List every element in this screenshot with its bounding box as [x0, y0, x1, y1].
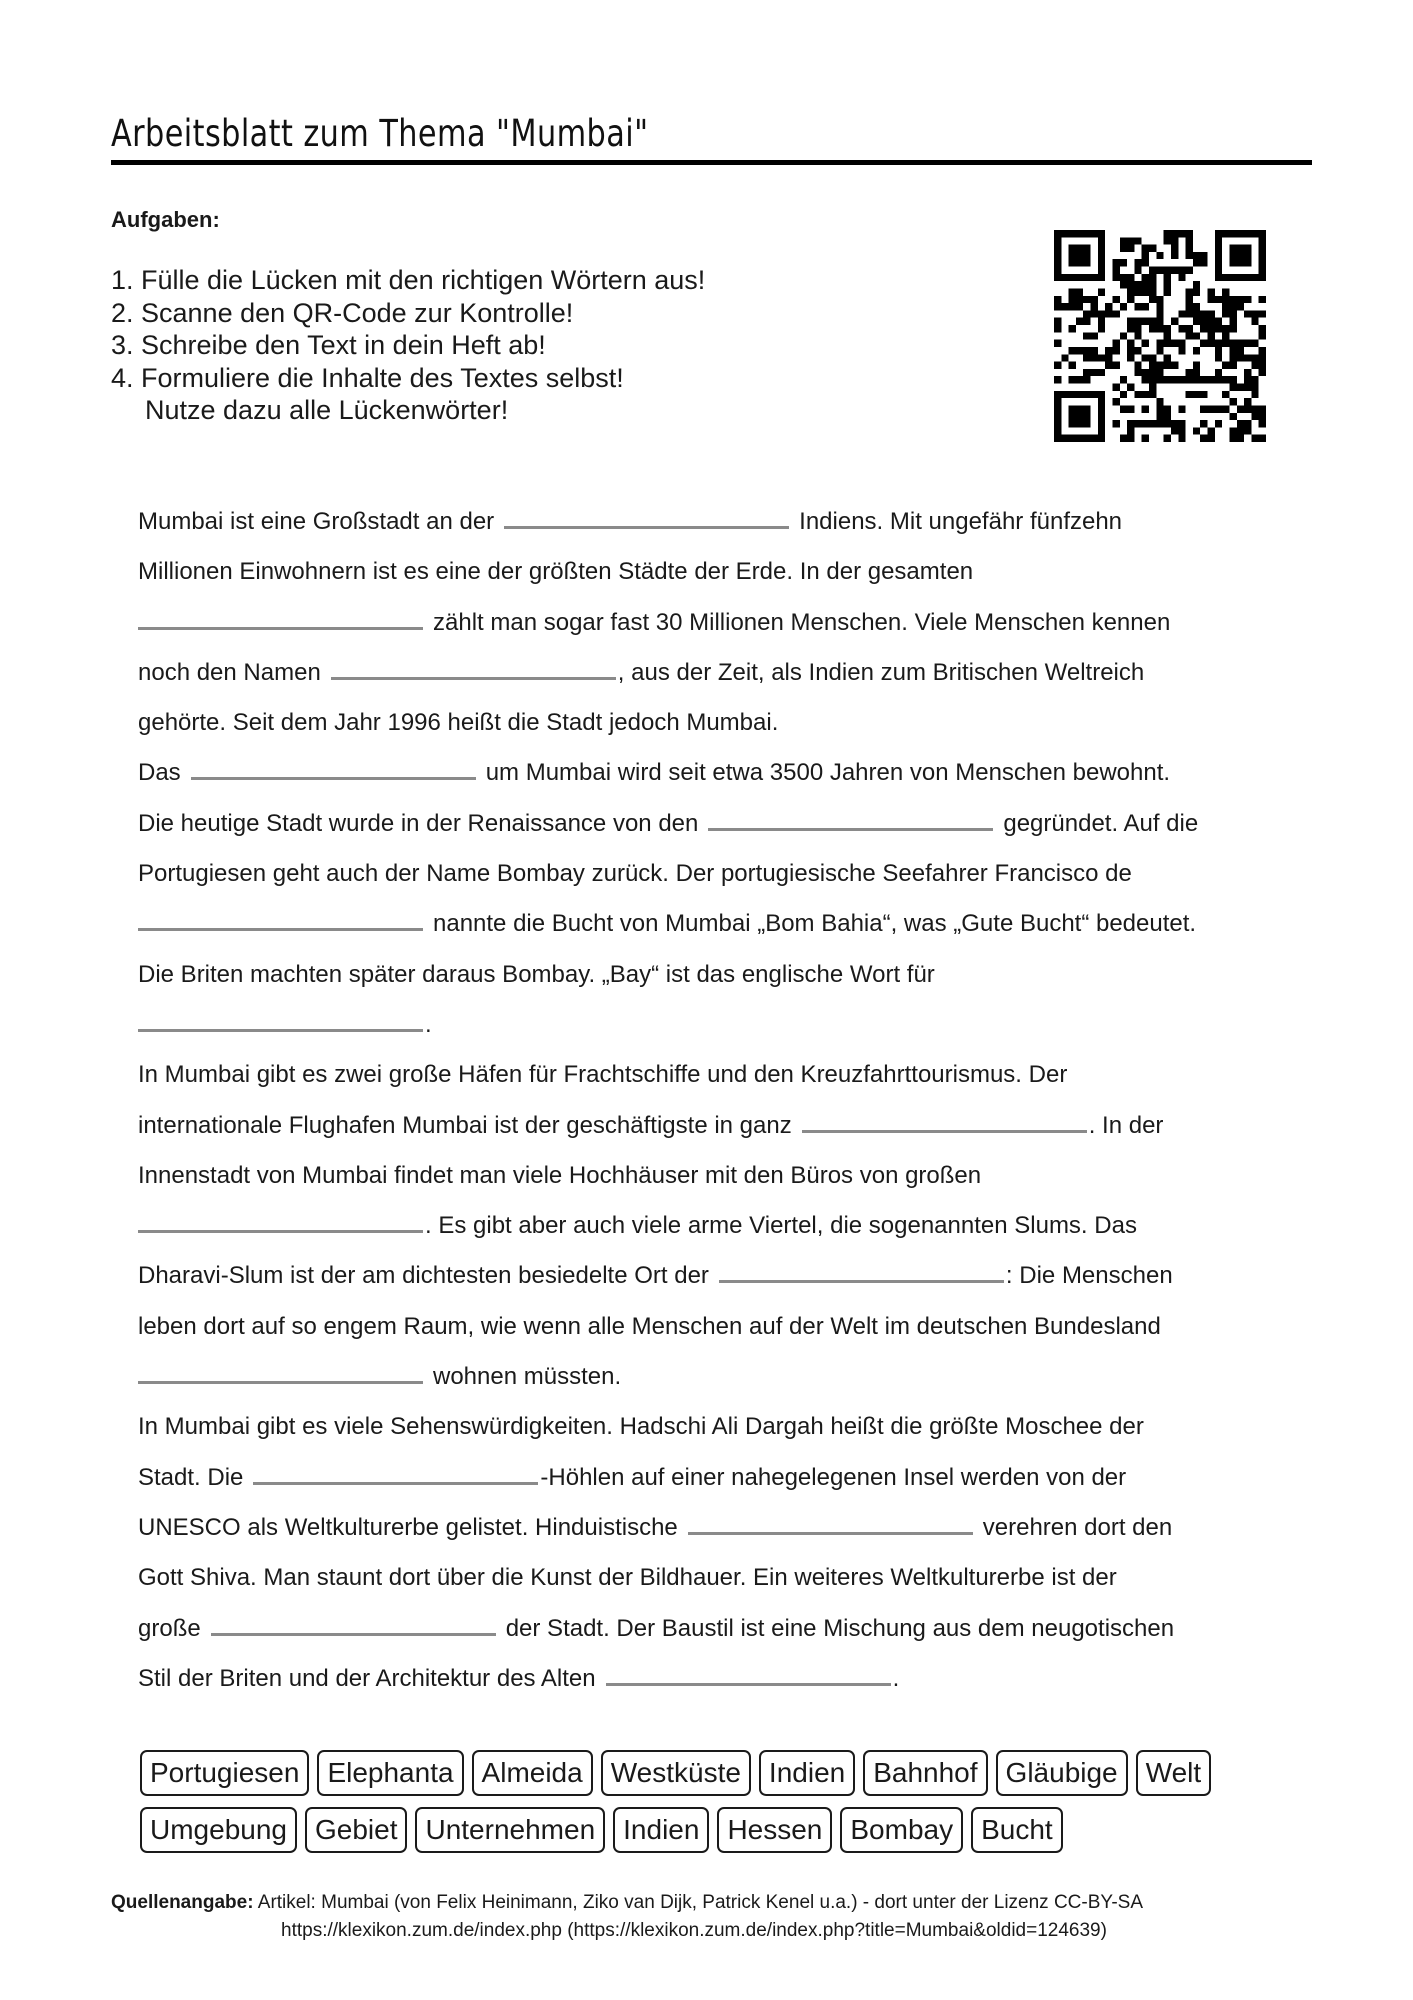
text-segment: große [138, 1614, 201, 1642]
text-segment: In Mumbai gibt es zwei große Häfen für Frachtschiffe und den Kreuzfahrttourismus. Der [138, 1061, 1068, 1089]
word-card[interactable]: Welt [1136, 1750, 1212, 1796]
blank-field[interactable] [138, 906, 423, 931]
text-segment: , aus der Zeit, als Indien zum Britischen Weltreich [617, 658, 1145, 686]
word-card[interactable]: Umgebung [140, 1807, 297, 1853]
text-segment: UNESCO als Weltkulturerbe gelistet. Hinduistische [138, 1513, 678, 1541]
source-attribution [111, 1889, 1143, 1945]
word-card[interactable]: Gebiet [305, 1807, 408, 1853]
text-segment: Stil der Briten und der Architektur des Alten [138, 1664, 596, 1692]
text-segment: . In der [1088, 1111, 1164, 1139]
blank-field[interactable] [138, 1007, 423, 1032]
task-list [111, 264, 705, 427]
text-segment: gegründet. Auf die [1003, 809, 1199, 837]
word-bank-row [140, 1750, 1320, 1796]
text-segment: Die heutige Stadt wurde in der Renaissance von den [138, 809, 699, 837]
qr-code-icon[interactable] [1054, 230, 1266, 442]
task-item: 3. Schreibe den Text in dein Heft ab! [111, 330, 546, 360]
blank-field[interactable] [802, 1108, 1087, 1133]
word-card[interactable]: Elephanta [317, 1750, 463, 1796]
tasks-heading: Aufgaben: [111, 207, 220, 232]
text-segment: -Höhlen auf einer nahegelegenen Insel werden von der [540, 1463, 1127, 1491]
task-item: 1. Fülle die Lücken mit den richtigen Wörtern aus! [111, 265, 706, 295]
blank-field[interactable] [688, 1510, 973, 1535]
text-segment: In Mumbai gibt es viele Sehenswürdigkeiten. Hadschi Ali Dargah heißt die größte Moschee der [138, 1413, 1144, 1441]
task-item: 2. Scanne den QR-Code zur Kontrolle! [111, 297, 574, 328]
task-item-continuation: Nutze dazu alle Lückenwörter! [145, 395, 509, 425]
word-card[interactable]: Almeida [472, 1750, 593, 1796]
text-segment: um Mumbai wird seit etwa 3500 Jahren von Menschen bewohnt. [485, 759, 1171, 787]
task-item: 4. Formuliere die Inhalte des Textes selbst! [111, 362, 624, 393]
word-card[interactable]: Westküste [601, 1750, 751, 1796]
blank-field[interactable] [606, 1661, 891, 1686]
cloze-text [138, 500, 1298, 1707]
blank-field[interactable] [138, 605, 423, 630]
blank-field[interactable] [138, 1208, 423, 1233]
blank-field[interactable] [211, 1611, 496, 1636]
text-segment: der Stadt. Der Baustil ist eine Mischung aus dem neugotischen [505, 1614, 1175, 1642]
text-segment: Innenstadt von Mumbai findet man viele Hochhäuser mit den Büros von großen [138, 1161, 982, 1189]
blank-field[interactable] [191, 755, 476, 780]
text-segment: Stadt. Die [138, 1463, 244, 1491]
text-segment: gehörte. Seit dem Jahr 1996 heißt die Stadt jedoch Mumbai. [138, 709, 779, 737]
blank-field[interactable] [708, 806, 993, 831]
word-card[interactable]: Indien [613, 1807, 709, 1853]
word-card[interactable]: Portugiesen [140, 1750, 309, 1796]
text-segment: wohnen müssten. [433, 1363, 622, 1391]
blank-field[interactable] [719, 1258, 1004, 1283]
text-segment: Das [138, 759, 181, 787]
word-card[interactable]: Gläubige [996, 1750, 1128, 1796]
word-bank [140, 1750, 1320, 1864]
word-card[interactable]: Indien [759, 1750, 855, 1796]
source-link[interactable]: https://klexikon.zum.de/index.php (https://klexikon.zum.de/index.php?title=Mumbai&oldid=124639) [281, 1920, 1107, 1941]
word-bank-row [140, 1807, 1320, 1853]
word-card[interactable]: Bahnhof [863, 1750, 987, 1796]
text-segment: leben dort auf so engem Raum, wie wenn alle Menschen auf der Welt im deutschen Bundesland [138, 1312, 1161, 1340]
word-card[interactable]: Unternehmen [415, 1807, 605, 1853]
text-segment: Mumbai ist eine Großstadt an der [138, 508, 495, 535]
text-segment: Gott Shiva. Man staunt dort über die Kunst der Bildhauer. Ein weiteres Weltkulturerbe ist der [138, 1564, 1117, 1592]
text-segment: . [425, 1010, 432, 1038]
text-segment: . [892, 1664, 900, 1692]
text-segment: internationale Flughafen Mumbai ist der geschäftigste in ganz [138, 1111, 792, 1139]
blank-field[interactable] [504, 504, 789, 529]
text-segment: . Es gibt aber auch viele arme Viertel, die sogenannten Slums. Das [425, 1212, 1137, 1240]
source-line: Artikel: Mumbai (von Felix Heinimann, Ziko van Dijk, Patrick Kenel u.a.) - dort unter der Lizenz CC-BY-SA [257, 1892, 1144, 1913]
blank-field[interactable] [138, 1359, 423, 1384]
word-card[interactable]: Bombay [840, 1807, 963, 1853]
text-segment: Millionen Einwohnern ist es eine der größten Städte der Erde. In der gesamten [138, 558, 974, 586]
text-segment: verehren dort den [982, 1513, 1173, 1541]
source-label: Quellenangabe: [111, 1892, 254, 1913]
text-segment: Indiens. Mit ungefähr fünfzehn [799, 508, 1123, 535]
text-segment: noch den Namen [138, 658, 321, 686]
text-segment: Die Briten machten später daraus Bombay. „Bay“ ist das englische Wort für [138, 960, 935, 988]
word-card[interactable]: Hessen [717, 1807, 832, 1853]
word-card[interactable]: Bucht [971, 1807, 1063, 1853]
title-underline [111, 160, 1312, 165]
text-segment: : Die Menschen [1005, 1262, 1173, 1290]
text-segment: Portugiesen geht auch der Name Bombay zurück. Der portugiesische Seefahrer Francisco de [138, 860, 1132, 888]
text-segment: Dharavi-Slum ist der am dichtesten besiedelte Ort der [138, 1262, 709, 1290]
blank-field[interactable] [331, 655, 616, 680]
text-segment: nannte die Bucht von Mumbai „Bom Bahia“, was „Gute Bucht“ bedeutet. [433, 910, 1197, 938]
text-segment: zählt man sogar fast 30 Millionen Menschen. Viele Menschen kennen [433, 608, 1171, 636]
page-title: Arbeitsblatt zum Thema "Mumbai" [111, 112, 649, 155]
blank-field[interactable] [253, 1460, 538, 1485]
